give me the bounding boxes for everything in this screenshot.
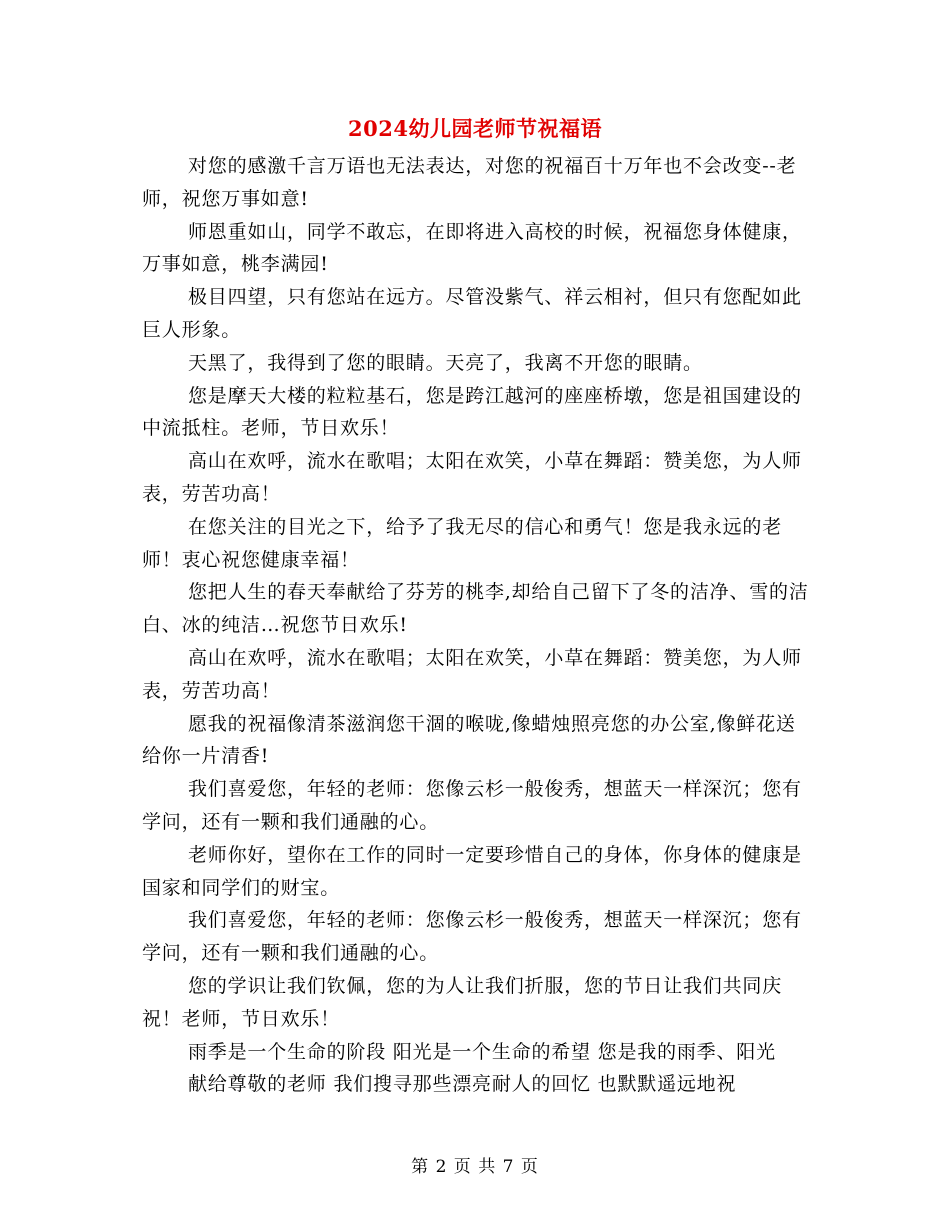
paragraph: 在您关注的目光之下，给予了我无尽的信心和勇气！您是我永远的老师！衷心祝您健康幸福！: [142, 515, 783, 571]
paragraph: 我们喜爱您，年轻的老师：您像云杉一般俊秀，想蓝天一样深沉；您有学问，还有一颗和我们通融的心。: [142, 909, 802, 965]
paragraph: 极目四望，只有您站在远方。尽管没紫气、祥云相衬，但只有您配如此巨人形象。: [142, 286, 802, 341]
paragraph: 雨季是一个生命的阶段 阳光是一个生命的希望 您是我的雨季、阳光: [188, 1040, 776, 1063]
paragraph: 高山在欢呼，流水在歌唱；太阳在欢笑，小草在舞蹈：赞美您，为人师表，劳苦功高！: [142, 646, 802, 702]
document-body: [142, 150, 812, 1101]
paragraph: 高山在欢呼，流水在歌唱；太阳在欢笑，小草在舞蹈：赞美您，为人师表，劳苦功高！: [142, 450, 802, 505]
document-title: 2024幼儿园老师节祝福语: [348, 116, 602, 141]
paragraph: 您的学识让我们钦佩，您的为人让我们折服，您的节日让我们共同庆祝！老师，节日欢乐！: [142, 974, 783, 1030]
paragraph: 您把人生的春天奉献给了芬芳的桃李,却给自己留下了冬的洁净、雪的洁白、冰的纯洁…祝您节日欢乐!: [142, 581, 809, 637]
paragraph: 愿我的祝福像清茶滋润您干涸的喉咙,像蜡烛照亮您的办公室,像鲜花送给你一片清香!: [142, 712, 796, 768]
paragraph: 献给尊敬的老师 我们搜寻那些漂亮耐人的回忆 也默默遥远地祝: [188, 1073, 737, 1096]
paragraph: 您是摩天大楼的粒粒基石，您是跨江越河的座座桥墩，您是祖国建设的中流抵柱。老师，节日欢乐！: [142, 384, 802, 440]
paragraph: 师恩重如山，同学不敢忘，在即将进入高校的时候，祝福您身体健康，万事如意，桃李满园!: [142, 220, 802, 276]
paragraph: 老师你好，望你在工作的同时一定要珍惜自己的身体，你身体的健康是国家和同学们的财宝。: [142, 843, 802, 899]
paragraph: 我们喜爱您，年轻的老师：您像云杉一般俊秀，想蓝天一样深沉；您有学问，还有一颗和我们通融的心。: [142, 778, 802, 833]
page-number-footer: 第 2 页 共 7 页: [411, 1157, 539, 1177]
paragraph: 对您的感激千言万语也无法表达，对您的祝福百十万年也不会改变--老师，祝您万事如意!: [142, 155, 797, 210]
paragraph: 天黑了，我得到了您的眼睛。天亮了，我离不开您的眼睛。: [188, 351, 703, 374]
